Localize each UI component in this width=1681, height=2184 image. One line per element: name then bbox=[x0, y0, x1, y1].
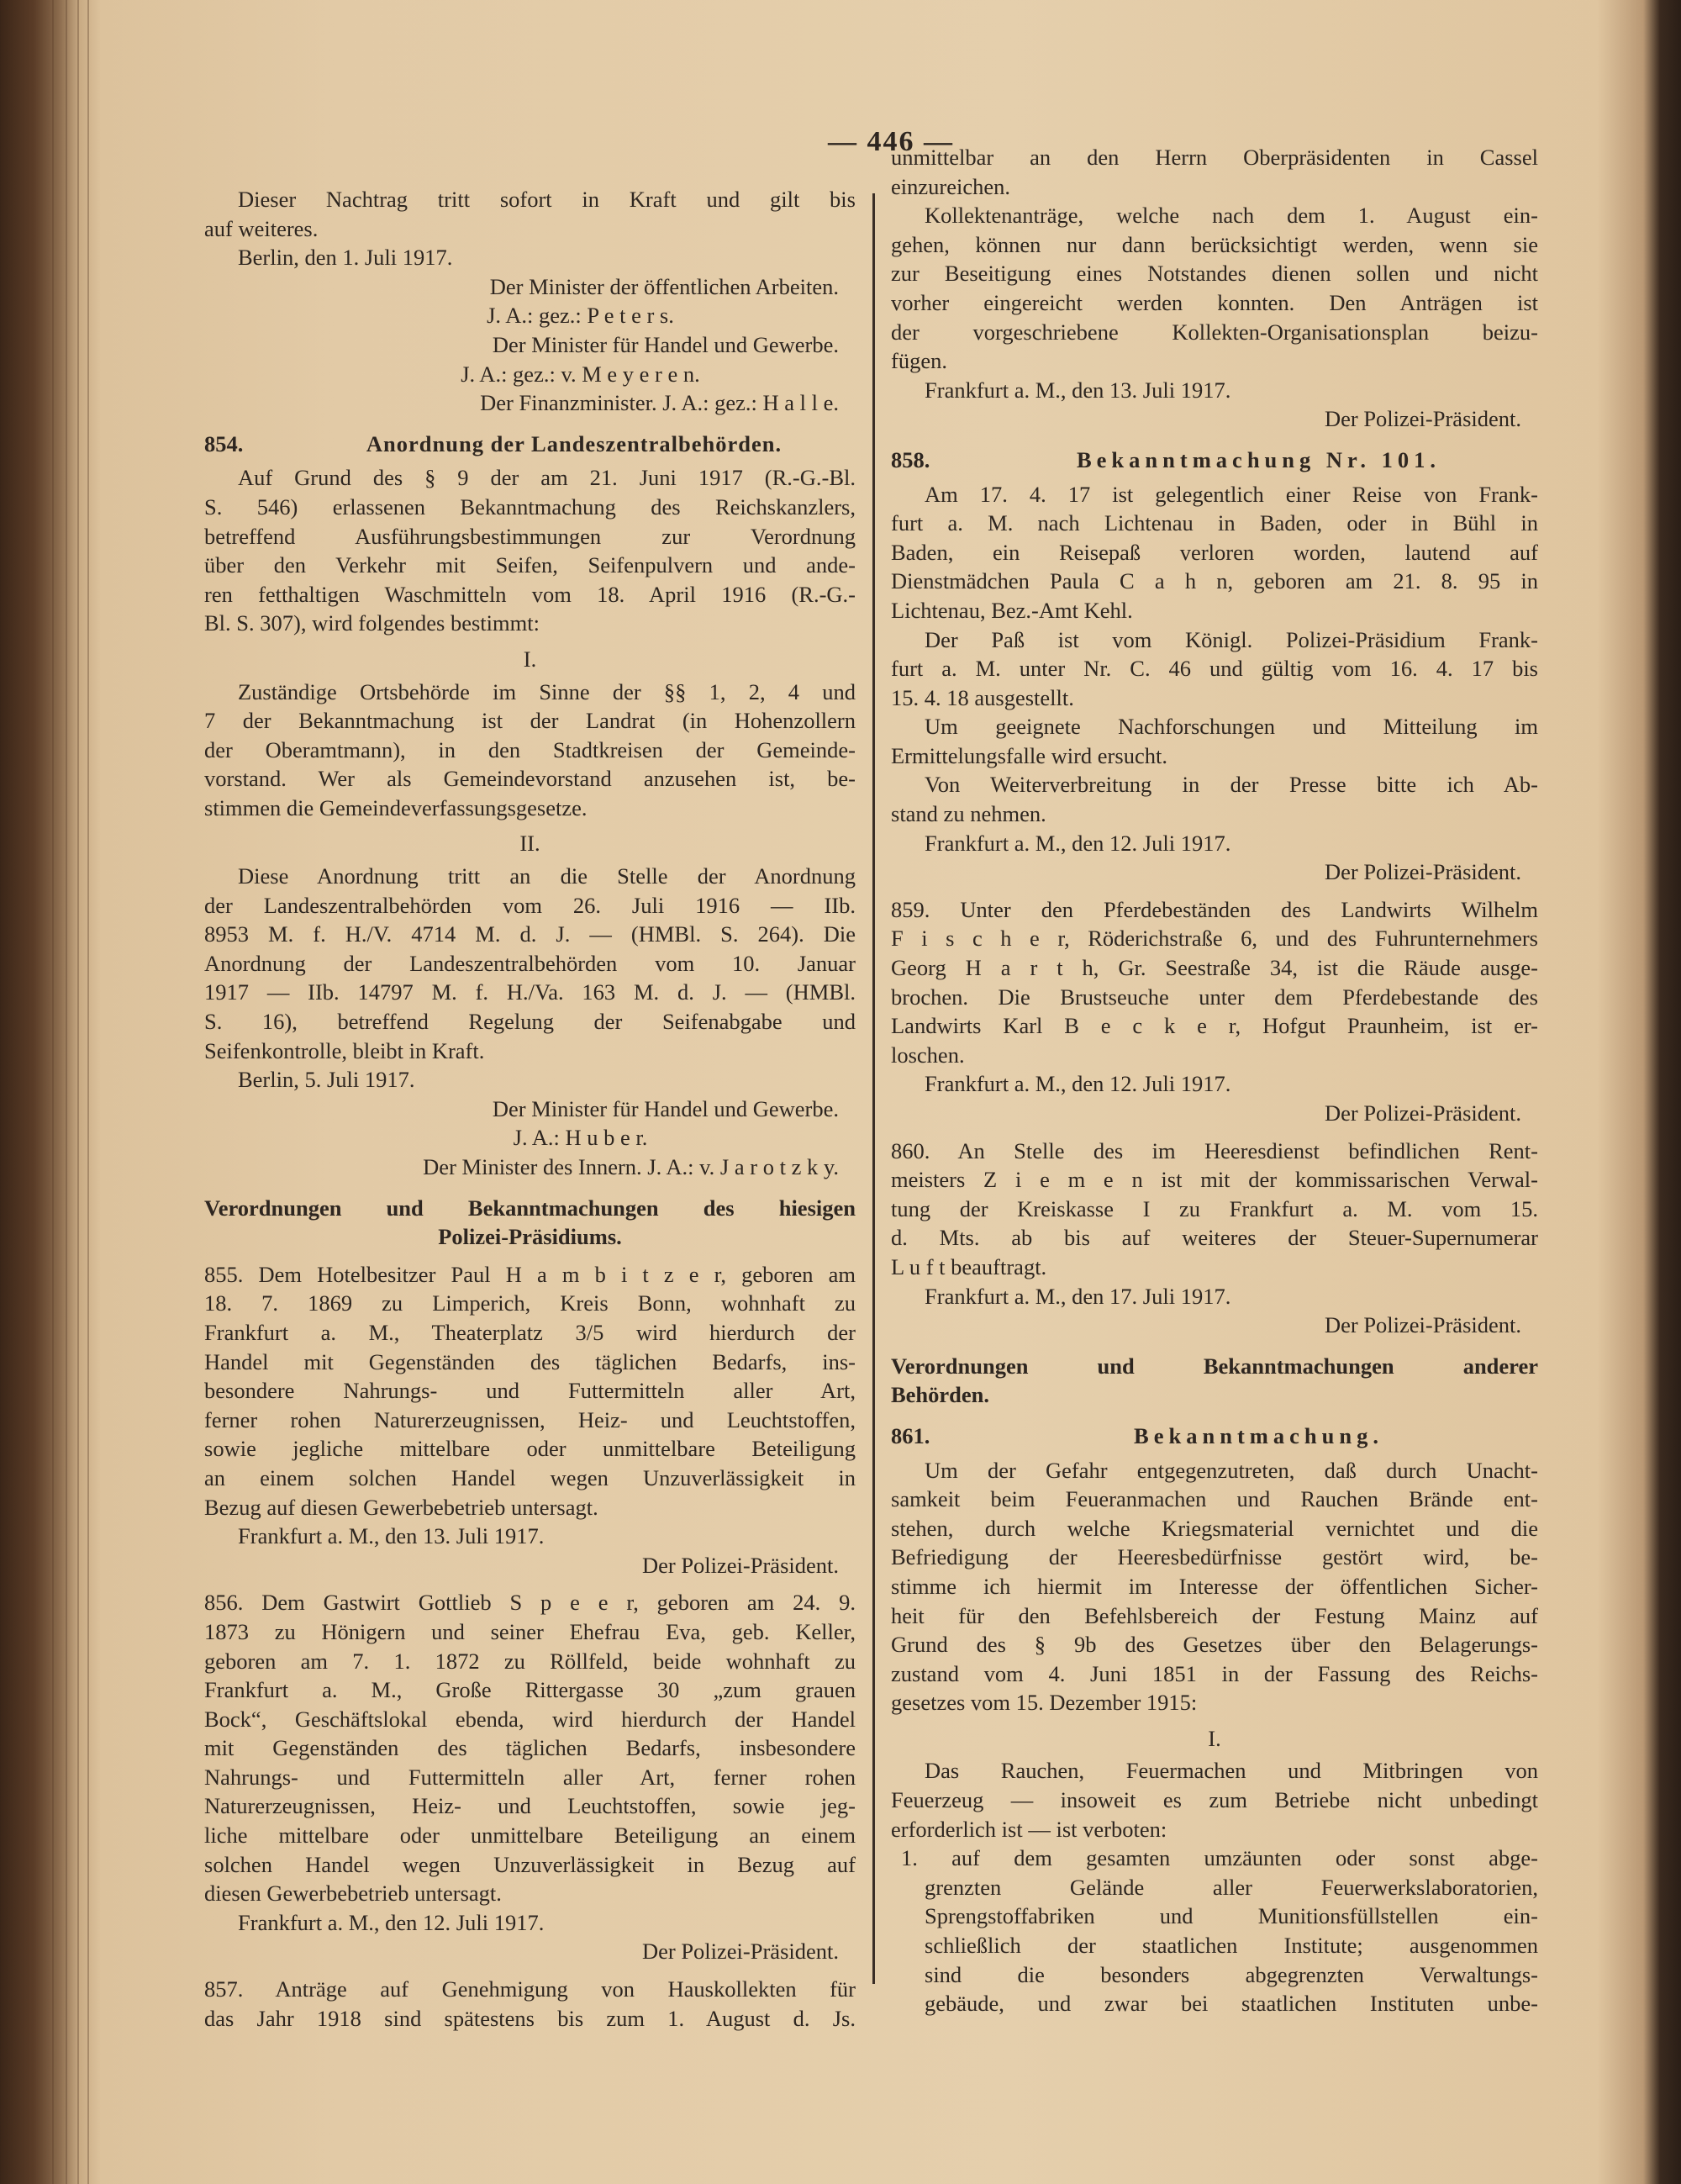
text-line: 856. Dem Gastwirt Gottlieb S p e e r, geboren am 24. 9. bbox=[204, 1590, 856, 1616]
text-line: Sprengstoffabriken und Munitionsfüllstellen ein- bbox=[925, 1903, 1538, 1929]
signature-line: Der Polizei-Präsident. bbox=[1324, 406, 1521, 432]
text-line: Frankfurt a. M., Theaterplatz 3/5 wird hierdurch der bbox=[204, 1319, 856, 1345]
place-date-line: Berlin, 5. Juli 1917. bbox=[238, 1067, 415, 1093]
text-line: Feuerzeug — insoweit es zum Betriebe nicht unbedingt bbox=[891, 1787, 1538, 1813]
text-line: Bock“, Geschäftslokal ebenda, wird hierdurch der Handel bbox=[204, 1706, 856, 1732]
text-line: S. 546) erlassenen Bekanntmachung des Reichskanzlers, bbox=[204, 493, 856, 520]
text-line: vorher eingereicht werden konnten. Den Anträgen ist bbox=[891, 289, 1538, 315]
signature-line: Der Minister des Innern. J. A.: v. J a r o t z k y. bbox=[423, 1154, 839, 1179]
entry-number: 861. bbox=[891, 1422, 930, 1448]
page-stack-edge bbox=[77, 0, 79, 2184]
text-line: erforderlich ist — ist verboten: bbox=[891, 1816, 1167, 1842]
text-line: Dienstmädchen Paula C a h n, geboren am 21. 8. 95 in bbox=[891, 568, 1538, 594]
text-line: 855. Dem Hotelbesitzer Paul H a m b i t z e r, geboren am bbox=[204, 1261, 856, 1287]
paragraph bbox=[891, 625, 1538, 713]
place-date-line: Frankfurt a. M., den 12. Juli 1917. bbox=[925, 1071, 1231, 1097]
text-line: 7 der Bekanntmachung ist der Landrat (in Hohenzollern bbox=[204, 708, 856, 734]
numbered-entry bbox=[204, 1975, 856, 2033]
text-line: Lichtenau, Bez.-Amt Kehl. bbox=[891, 597, 1133, 623]
text-line: fügen. bbox=[891, 348, 947, 374]
section-heading bbox=[891, 1352, 1538, 1410]
text-line: stimmen die Gemeindeverfassungsgesetze. bbox=[204, 794, 588, 820]
text-line: Handel mit Gegenständen des täglichen Bedarfs, ins- bbox=[204, 1348, 856, 1374]
text-line: Seifenkontrolle, bleibt in Kraft. bbox=[204, 1037, 485, 1063]
text-line: der Landeszentralbehörden vom 26. Juli 1916 — IIb. bbox=[204, 892, 856, 918]
place-date-line: Frankfurt a. M., den 12. Juli 1917. bbox=[238, 1909, 545, 1935]
section-heading bbox=[204, 1194, 856, 1252]
place-date-line: Berlin, den 1. Juli 1917. bbox=[238, 245, 453, 271]
text-line: brochen. Die Brustseuche unter dem Pferdebestande des bbox=[891, 984, 1538, 1010]
text-line: über den Verkehr mit Seifen, Seifenpulvern und ande- bbox=[204, 552, 856, 578]
text-line: Landwirts Karl B e c k e r, Hofgut Praunheim, ist er- bbox=[891, 1013, 1538, 1039]
text-line: an einem solchen Handel wegen Unzuverlässigkeit in bbox=[204, 1464, 856, 1490]
signature-line: Der Finanzminister. J. A.: gez.: H a l l e. bbox=[480, 390, 839, 416]
text-line: stimme ich hiermit im Interesse der öffentlichen Sicher- bbox=[891, 1573, 1538, 1599]
text-line: tung der Kreiskasse I zu Frankfurt a. M. vom 15. bbox=[891, 1195, 1538, 1221]
text-line: L u f t beauftragt. bbox=[891, 1253, 1047, 1279]
text-line: auf weiteres. bbox=[204, 215, 319, 241]
text-line: zustand vom 4. Juni 1851 in der Fassung des Reichs- bbox=[891, 1660, 1538, 1686]
text-line: Frankfurt a. M., Große Rittergasse 30 „zum grauen bbox=[204, 1677, 856, 1703]
text-line: schließlich der staatlichen Institute; ausgenommen bbox=[925, 1933, 1538, 1959]
signature-line: Der Polizei-Präsident. bbox=[641, 1939, 839, 1965]
text-line: loschen. bbox=[891, 1042, 965, 1068]
paragraph bbox=[204, 862, 856, 1065]
left-column bbox=[204, 185, 856, 2033]
text-line: der vorgeschriebene Kollekten-Organisationsplan beizu- bbox=[891, 319, 1538, 345]
paragraph bbox=[891, 1756, 1538, 1844]
signature-line: Der Polizei-Präsident. bbox=[1324, 859, 1521, 885]
text-line: 8953 M. f. H./V. 4714 M. d. J. — (HMBl. S. 264). Die bbox=[204, 921, 856, 947]
column-divider bbox=[872, 193, 875, 1984]
text-line: zur Beseitigung eines Notstandes dienen sollen und nicht bbox=[891, 261, 1538, 287]
text-line: Polizei-Präsidiums. bbox=[438, 1224, 622, 1250]
numbered-entry bbox=[891, 1137, 1538, 1282]
text-line: einzureichen. bbox=[891, 173, 1010, 199]
entry-heading: Bekanntmachung. bbox=[1134, 1422, 1383, 1448]
text-line: Von Weiterverbreitung in der Presse bitte ich Ab- bbox=[925, 772, 1538, 798]
text-line: mit Gegenständen des täglichen Bedarfs, insbesondere bbox=[204, 1735, 856, 1761]
text-line: furt a. M. unter Nr. C. 46 und gültig vom 16. 4. 17 bis bbox=[891, 656, 1538, 682]
text-line: Verordnungen und Bekanntmachungen anderer bbox=[891, 1353, 1538, 1379]
page-number: — 446 — bbox=[828, 126, 954, 157]
paragraph bbox=[891, 143, 1538, 201]
text-line: Der Paß ist vom Königl. Polizei-Präsidium Frank- bbox=[925, 626, 1538, 652]
text-line: d. Mts. ab bis auf weiteres der Steuer-Supernumerar bbox=[891, 1225, 1538, 1251]
numbered-entry bbox=[891, 895, 1538, 1070]
text-line: Naturerzeugnissen, Heiz- und Leuchtstoffen, sowie jeg- bbox=[204, 1793, 856, 1819]
text-line: sowie jegliche mittelbare oder unmittelbare Beteiligung bbox=[204, 1436, 856, 1462]
entry-number: 858. bbox=[891, 446, 930, 472]
text-line: 860. An Stelle des im Heeresdienst befindlichen Rent- bbox=[891, 1137, 1538, 1163]
right-column bbox=[891, 143, 1538, 2018]
paragraph bbox=[891, 1456, 1538, 1717]
text-line: Grund des § 9b des Gesetzes über den Belagerungs- bbox=[891, 1632, 1538, 1658]
text-line: Am 17. 4. 17 ist gelegentlich einer Reise von Frank- bbox=[925, 481, 1538, 507]
section-numeral: I. bbox=[1208, 1725, 1221, 1751]
text-line: 1917 — IIb. 14797 M. f. H./Va. 163 M. d. J. — (HMBl. bbox=[204, 979, 856, 1005]
text-line: 15. 4. 18 ausgestellt. bbox=[891, 684, 1074, 710]
entry-title bbox=[891, 446, 1538, 475]
text-line: Kollektenanträge, welche nach dem 1. August ein- bbox=[925, 203, 1538, 229]
text-line: ren fetthaltigen Waschmitteln vom 18. April 1916 (R.-G.- bbox=[204, 581, 856, 607]
text-line: Auf Grund des § 9 der am 21. Juni 1917 (R.-G.-Bl. bbox=[238, 465, 856, 491]
page-stack-edge bbox=[52, 0, 54, 2184]
list-item bbox=[891, 1844, 1538, 2018]
section-numeral: II. bbox=[519, 831, 540, 857]
text-line: F i s c h e r, Röderichstraße 6, und des Fuhrunternehmers bbox=[891, 926, 1538, 952]
text-line: betreffend Ausführungsbestimmungen zur Verordnung bbox=[204, 523, 856, 549]
text-line: solchen Handel wegen Unzuverlässigkeit in Bezug auf bbox=[204, 1851, 856, 1877]
text-line: Bl. S. 307), wird folgendes bestimmt: bbox=[204, 610, 540, 636]
text-line: diesen Gewerbebetrieb untersagt. bbox=[204, 1881, 502, 1907]
page-stack-edge bbox=[87, 0, 89, 2184]
signature-line: Der Polizei-Präsident. bbox=[641, 1552, 839, 1578]
text-line: Zuständige Ortsbehörde im Sinne der §§ 1, 2, 4 und bbox=[238, 678, 856, 704]
text-line: Um geeignete Nachforschungen und Mitteilung im bbox=[925, 714, 1538, 740]
text-line: Anordnung der Landeszentralbehörden vom 10. Januar bbox=[204, 950, 856, 976]
text-line: S. 16), betreffend Regelung der Seifenabgabe und bbox=[204, 1009, 856, 1035]
place-date-line: Frankfurt a. M., den 13. Juli 1917. bbox=[238, 1523, 545, 1549]
paragraph bbox=[891, 480, 1538, 625]
text-line: ferner rohen Naturerzeugnissen, Heiz- und Leuchtstoffen, bbox=[204, 1406, 856, 1432]
text-line: 1873 zu Hönigern und seiner Ehefrau Eva, geb. Keller, bbox=[204, 1618, 856, 1644]
text-line: Bezug auf diesen Gewerbebetrieb untersagt. bbox=[204, 1494, 598, 1520]
text-line: der Oberamtmann), in den Stadtkreisen der Gemeinde- bbox=[204, 736, 856, 762]
text-line: stehen, durch welche Kriegsmaterial vernichtet und die bbox=[891, 1515, 1538, 1541]
signature-line: Der Minister für Handel und Gewerbe. bbox=[492, 331, 839, 357]
text-line: 857. Anträge auf Genehmigung von Hauskollekten für bbox=[204, 1976, 856, 2002]
page-stack-edge bbox=[66, 0, 67, 2184]
text-line: gehen, können nur dann berücksichtigt werden, wenn sie bbox=[891, 231, 1538, 257]
text-line: Georg H a r t h, Gr. Seestraße 34, ist die Räude ausge- bbox=[891, 955, 1538, 981]
text-line: 1. auf dem gesamten umzäunten oder sonst abge- bbox=[901, 1845, 1538, 1871]
paragraph bbox=[204, 185, 856, 243]
text-line: Ermittelungsfalle wird ersucht. bbox=[891, 742, 1167, 768]
text-line: Dieser Nachtrag tritt sofort in Kraft und gilt bis bbox=[238, 187, 856, 212]
text-line: besondere Nahrungs- und Futtermitteln aller Art, bbox=[204, 1378, 856, 1404]
text-line: meisters Z i e m e n ist mit der kommissarischen Verwal- bbox=[891, 1167, 1538, 1193]
text-line: unmittelbar an den Herrn Oberpräsidenten in Cassel bbox=[891, 145, 1538, 170]
signature-name: J. A.: gez.: v. M e y e r e n. bbox=[461, 361, 700, 387]
text-line: heit für den Befehlsbereich der Festung Mainz auf bbox=[891, 1602, 1538, 1628]
place-date-line: Frankfurt a. M., den 17. Juli 1917. bbox=[925, 1283, 1231, 1309]
text-line: gesetzes vom 15. Dezember 1915: bbox=[891, 1690, 1198, 1716]
numbered-entry bbox=[204, 1588, 856, 1908]
text-line: grenzten Gelände aller Feuerwerkslaboratorien, bbox=[925, 1874, 1538, 1900]
entry-title bbox=[891, 1422, 1538, 1451]
place-date-line: Frankfurt a. M., den 13. Juli 1917. bbox=[925, 377, 1231, 403]
signature-line: Der Minister der öffentlichen Arbeiten. bbox=[489, 273, 839, 299]
text-line: Verordnungen und Bekanntmachungen des hiesigen bbox=[204, 1195, 856, 1221]
entry-title bbox=[204, 430, 856, 459]
text-line: samkeit beim Feueranmachen und Rauchen Brände ent- bbox=[891, 1486, 1538, 1512]
place-date-line: Frankfurt a. M., den 12. Juli 1917. bbox=[925, 830, 1231, 856]
entry-heading: Bekanntmachung Nr. 101. bbox=[1077, 446, 1441, 472]
text-line: Nahrungs- und Futtermitteln aller Art, ferner rohen bbox=[204, 1764, 856, 1790]
entry-number: 854. bbox=[204, 430, 244, 456]
text-line: liche mittelbare oder unmittelbare Beteiligung an einem bbox=[204, 1823, 856, 1849]
paragraph bbox=[891, 712, 1538, 770]
paragraph bbox=[891, 770, 1538, 828]
text-line: furt a. M. nach Lichtenau in Baden, oder in Bühl in bbox=[891, 510, 1538, 536]
text-line: Behörden. bbox=[891, 1382, 990, 1408]
paragraph bbox=[204, 463, 856, 638]
text-line: vorstand. Wer als Gemeindevorstand anzusehen ist, be- bbox=[204, 766, 856, 792]
signature-line: Der Polizei-Präsident. bbox=[1324, 1100, 1521, 1126]
entry-heading: Anordnung der Landeszentralbehörden. bbox=[366, 430, 783, 456]
text-line: Diese Anordnung tritt an die Stelle der Anordnung bbox=[238, 863, 856, 889]
text-line: Baden, ein Reisepaß verloren worden, lautend auf bbox=[891, 539, 1538, 565]
text-line: Um der Gefahr entgegenzutreten, daß durch Unacht- bbox=[925, 1457, 1538, 1483]
text-line: stand zu nehmen. bbox=[891, 801, 1046, 827]
text-line: gebäude, und zwar bei staatlichen Instituten unbe- bbox=[925, 1991, 1538, 2017]
signature-name: J. A.: H u b e r. bbox=[513, 1125, 648, 1151]
signature-name: J. A.: gez.: P e t e r s. bbox=[487, 303, 674, 329]
text-line: geboren am 7. 1. 1872 zu Röllfeld, beide wohnhaft zu bbox=[204, 1648, 856, 1674]
text-line: das Jahr 1918 sind spätestens bis zum 1. August d. Js. bbox=[204, 2005, 856, 2031]
text-line: 859. Unter den Pferdebeständen des Landwirts Wilhelm bbox=[891, 896, 1538, 922]
section-numeral: I. bbox=[523, 646, 537, 672]
numbered-entry bbox=[204, 1260, 856, 1522]
paragraph bbox=[204, 678, 856, 823]
text-line: Das Rauchen, Feuermachen und Mitbringen von bbox=[925, 1758, 1538, 1784]
paragraph bbox=[891, 201, 1538, 376]
text-line: 18. 7. 1869 zu Limperich, Kreis Bonn, wohnhaft zu bbox=[204, 1290, 856, 1316]
signature-line: Der Polizei-Präsident. bbox=[1324, 1312, 1521, 1338]
signature-line: Der Minister für Handel und Gewerbe. bbox=[492, 1095, 839, 1121]
text-line: Befriedigung der Heeresbedürfnisse gestört wird, be- bbox=[891, 1544, 1538, 1570]
text-line: sind die besonders abgegrenzten Verwaltungs- bbox=[925, 1961, 1538, 1987]
